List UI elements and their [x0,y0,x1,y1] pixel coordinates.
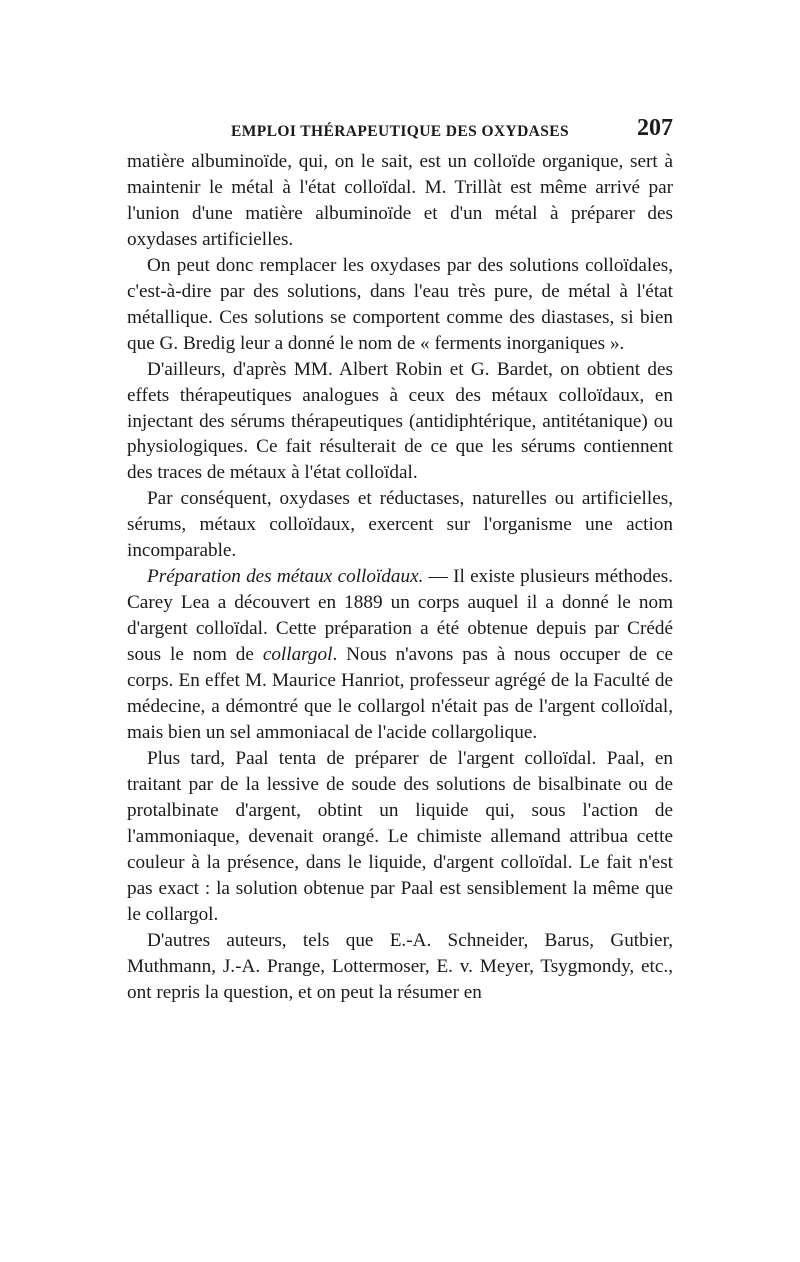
page-number: 207 [637,115,673,141]
paragraph: Plus tard, Paal tenta de préparer de l'argent colloïdal. Paal, en traitant par de la lessive de soude des solutions de bisalbinate ou de protalbinate d'argent, obtint un liquide qui, sous l'action de l'ammoniaque, devenait orangé. Le chimiste allemand attribua cette couleur à la présence, dans le liquide, d'argent colloïdal. Le fait n'est pas exact : la solution obtenue par Paal est sensiblement la même que le collargol. [127,747,673,925]
paragraph [127,564,673,746]
paragraph: Par conséquent, oxydases et réductases, naturelles ou artificielles, sérums, métaux colloïdaux, exercent sur l'organisme une action incomparable. [127,488,673,562]
book-page [127,115,673,1005]
body-text [127,149,673,1005]
paragraph: D'autres auteurs, tels que E.-A. Schneider, Barus, Gutbier, Muthmann, J.-A. Prange, Lottermoser, E. v. Meyer, Tsygmondy, etc., ont repris la question, et on peut la résumer en [127,929,673,1003]
paragraph: D'ailleurs, d'après MM. Albert Robin et G. Bardet, on obtient des effets thérapeutiques analogues à ceux des métaux colloïdaux, en injectant des sérums thérapeutiques (antidiphtérique, antitétanique) ou physiologiques. Ce fait résulterait de ce que les sérums contiennent des traces de métaux à l'état colloïdal. [127,358,673,484]
paragraph: matière albuminoïde, qui, on le sait, est un colloïde organique, sert à maintenir le métal à l'état colloïdal. M. Trillàt est même arrivé par l'union d'une matière albuminoïde et d'un métal à préparer des oxydases artificielles. [127,151,673,250]
paragraph-text: . Nous n'avons pas à nous occuper de ce corps. En effet M. Maurice Hanriot, professeur agrégé de la Faculté de médecine, a démontré que le collargol n'était pas de l'argent colloïdal, mais bien un sel ammoniacal de l'acide collargolique. [127,644,673,743]
section-heading: Préparation des métaux colloïdaux. [147,566,424,588]
italic-term: collargol [262,644,333,666]
running-title: EMPLOI THÉRAPEUTIQUE DES OXYDASES [231,123,570,140]
paragraph: On peut donc remplacer les oxydases par des solutions colloïdales, c'est-à-dire par des solutions, dans l'eau très pure, de métal à l'état métallique. Ces solutions se comportent comme des diastases, si bien que G. Bredig leur a donné le nom de « ferments inorganiques ». [127,254,673,354]
paragraph-text: — Il existe plusieurs méthodes. Carey Lea a découvert en 1889 un corps auquel il a donné le nom d'argent colloïdal. Cette préparation a été obtenue depuis par Crédé sous le nom de [127,566,674,666]
running-header [127,115,673,145]
